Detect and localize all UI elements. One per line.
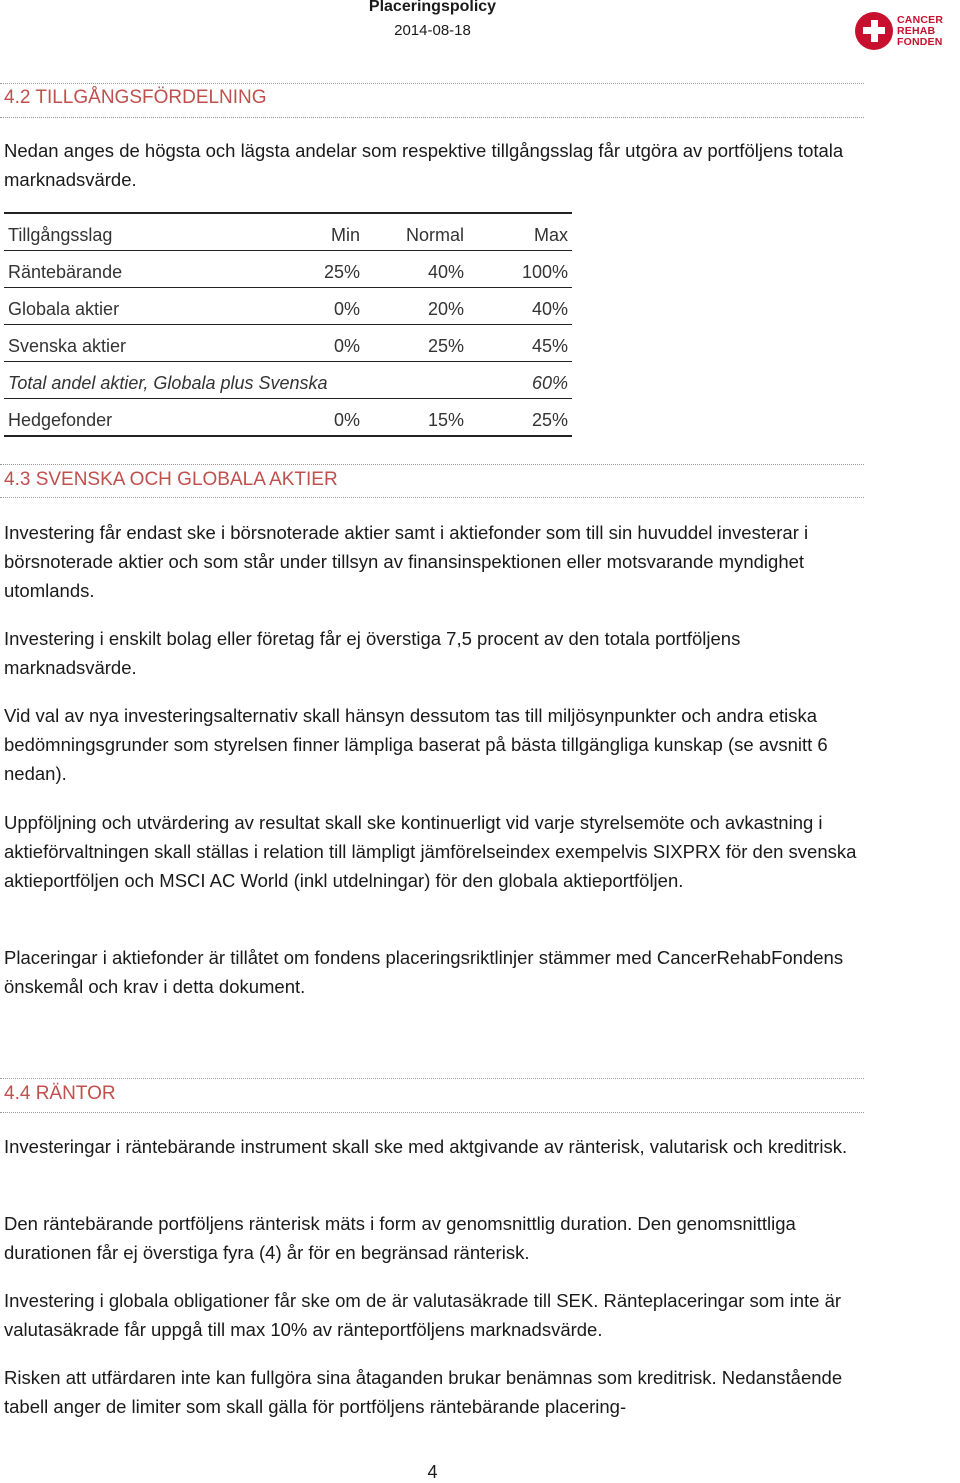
table-row <box>4 399 572 437</box>
table-row <box>4 288 572 325</box>
allocation-table <box>4 212 572 437</box>
section-4-3-paragraph: Placeringar i aktiefonder är tillåtet om fondens placeringsriktlinjer stämmer med CancerRehabFondens önskemål och krav i detta dokument. <box>4 947 844 997</box>
header-asset-class: Tillgångsslag <box>8 225 113 245</box>
red-cross-circle-icon <box>855 12 893 50</box>
row-normal: 40% <box>427 262 464 282</box>
section-4-3-paragraph: Investering i enskilt bolag eller företag får ej överstiga 7,5 procent av den totala portföljens marknadsvärde. <box>4 628 741 678</box>
cancer-rehab-fonden-logo <box>855 8 951 54</box>
row-min: 25% <box>323 262 360 282</box>
table-row <box>4 251 572 288</box>
section-heading-4-4: 4.4 RÄNTOR <box>4 1083 116 1104</box>
row-label: Globala aktier <box>8 299 120 319</box>
page-number: 4 <box>427 1462 438 1482</box>
logo-wordmark <box>897 15 943 48</box>
section-divider-bottom <box>0 497 864 498</box>
row-min: 0% <box>333 299 360 319</box>
table-row <box>4 325 572 362</box>
row-min: 0% <box>333 410 360 430</box>
section-4-4-paragraph: Investeringar i räntebärande instrument skall ske med aktgivande av ränterisk, valutarisk och kreditrisk. <box>4 1136 848 1157</box>
logo-line-2: REHAB <box>897 24 936 37</box>
row-max: 60% <box>531 373 568 393</box>
section-4-4-paragraph: Investering i globala obligationer får ske om de är valutasäkrade till SEK. Ränteplaceringar som inte är valutasäkrade får uppgå till max 10% av ränteportföljens marknadsvärde. <box>4 1290 842 1340</box>
header-min: Min <box>330 225 360 245</box>
section-divider-top <box>0 464 864 465</box>
row-label: Räntebärande <box>8 262 123 282</box>
row-normal: 25% <box>427 336 464 356</box>
header-normal: Normal <box>405 225 464 245</box>
table-row-total-equity <box>4 362 572 399</box>
section-4-3-paragraph: Vid val av nya investeringsalternativ skall hänsyn dessutom tas till miljösynpunkter och andra etiska bedömningsgrunder som styrelsen finner lämpliga baserat på bästa tillgängliga kunskap (se avsnitt 6 nedan). <box>4 705 828 784</box>
section-heading-4-2: 4.2 TILLGÅNGSFÖRDELNING <box>4 87 267 108</box>
section-4-4-paragraph: Den räntebärande portföljens ränterisk mäts i form av genomsnittlig duration. Den genomsnittliga durationen får ej överstiga fyra (4) år för en begränsad ränterisk. <box>4 1213 796 1263</box>
section-divider-bottom <box>0 1112 864 1113</box>
section-heading-4-3: 4.3 SVENSKA OCH GLOBALA AKTIER <box>4 469 338 490</box>
row-max: 100% <box>521 262 568 282</box>
row-label: Hedgefonder <box>8 410 113 430</box>
row-max: 25% <box>531 410 568 430</box>
row-max: 45% <box>531 336 568 356</box>
logo-line-3: FONDEN <box>897 35 943 48</box>
header-max: Max <box>533 225 568 245</box>
logo-line-1: CANCER <box>897 13 944 26</box>
row-label: Total andel aktier, Globala plus Svenska <box>8 373 328 393</box>
row-normal: 20% <box>427 299 464 319</box>
row-normal: 15% <box>427 410 464 430</box>
document-date: 2014-08-18 <box>394 22 471 39</box>
section-divider-top <box>0 83 864 84</box>
row-label: Svenska aktier <box>8 336 127 356</box>
row-min: 0% <box>333 336 360 356</box>
section-4-3-paragraph: Investering får endast ske i börsnoterade aktier samt i aktiefonder som till sin huvuddel investerar i börsnoterade aktier och som står under tillsyn av finansinspektionen eller motsvarande myndighet utomlands. <box>4 522 809 601</box>
row-max: 40% <box>531 299 568 319</box>
table-header-row <box>4 214 572 251</box>
section-4-2-intro: Nedan anges de högsta och lägsta andelar som respektive tillgångsslag får utgöra av portföljens totala marknadsvärde. <box>4 140 844 190</box>
section-divider-bottom <box>0 117 864 118</box>
document-title: Placeringspolicy <box>368 0 497 15</box>
section-4-3-paragraph: Uppföljning och utvärdering av resultat skall ske kontinuerligt vid varje styrelsemöte och avkastning i aktieförvaltningen skall ställas i relation till lämpligt jämförelseindex exempelvis SIXPRX för den svenska aktieportföljen och MSCI AC World (inkl utdelningar) för den globala aktieportföljen. <box>4 812 857 891</box>
section-divider-top <box>0 1078 864 1079</box>
section-4-4-paragraph: Risken att utfärdaren inte kan fullgöra sina åtaganden brukar benämnas som kreditrisk. Nedanstående tabell anger de limiter som skall gälla för portföljens räntebärande placering- <box>4 1367 843 1417</box>
